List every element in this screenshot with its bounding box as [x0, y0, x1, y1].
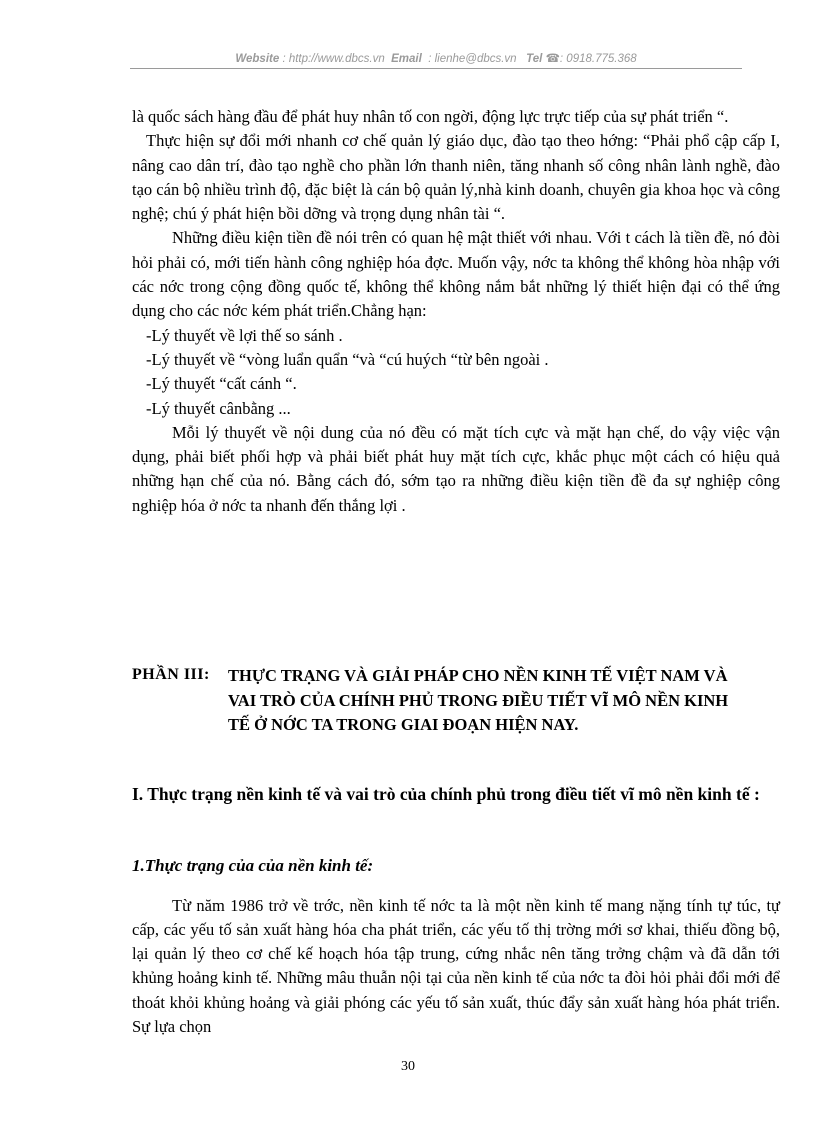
paragraph: Thực hiện sự đổi mới nhanh cơ chế quản lý giáo dục, đào tạo theo hớng: “Phải phổ cập cấp I, nâng cao dân trí, đào tạo nghề cho phần lớn thanh niên, tăng nhanh số công nhân lành nghề, đào tạo cán bộ nhiều trình độ, đặc biệt là cán bộ quản lý,nhà kinh doanh, chuyên gia khoa học và công nghệ; chú ý phát hiện bồi dỡng và trọng dụng nhân tài “.	[132, 131, 780, 224]
website-value: : http://www.dbcs.vn	[282, 53, 385, 65]
body-text-bottom	[132, 877, 780, 1056]
paragraph: là quốc sách hàng đầu để phát huy nhân tố con ngời, động lực trực tiếp của sự phát triển “.	[132, 107, 729, 126]
page-number: 30	[401, 1059, 415, 1074]
page-header	[130, 51, 742, 69]
part-label: PHẦN III:	[132, 666, 210, 683]
subsection-heading: 1.Thực trạng của của nền kinh tế:	[132, 856, 374, 875]
email-value: : lienhe@dbcs.vn	[428, 53, 517, 65]
list-item: -Lý thuyết về lợi thế so sánh .	[146, 325, 343, 345]
list-item: -Lý thuyết “cất cánh “.	[146, 374, 297, 394]
paragraph: Những điều kiện tiền đề nói trên có quan hệ mật thiết với nhau. Với t cách là tiền đề, nó đòi hỏi phải có, mới tiến hành công nghiệp hóa đợc. Muốn vậy, nớc ta không thể không hòa nhập với các nớc trong cộng đồng quốc tế, không thể không nắm bắt những lý thiết hiện đại có thể ứng dụng cho các nớc kém phát triển.Chẳng hạn:	[132, 228, 780, 321]
list-item: -Lý thuyết về “vòng luẩn quẩn “và “cú huých “từ bên ngoài .	[146, 349, 549, 369]
tel-value: ☎: 0918.775.368	[545, 53, 637, 65]
section-heading: I. Thực trạng nền kinh tế và vai trò của chính phủ trong điều tiết vĩ mô nền kinh tế :	[132, 784, 760, 804]
website-label: Website	[235, 53, 280, 65]
part-heading	[132, 664, 772, 738]
tel-label: Tel	[526, 53, 543, 65]
paragraph: Từ năm 1986 trở về trớc, nền kinh tế nớc ta là một nền kinh tế mang nặng tính tự túc, tự cấp, các yếu tố sản xuất hàng hóa cha phát triển, các yếu tố thị trờng mới sơ khai, thiếu đồng bộ, lại quản lý theo cơ chế kế hoạch hóa tập trung, cứng nhắc nên tăng trởng chậm và đã dẫn tới khủng hoảng kinh tế. Những mâu thuẫn nội tại của nền kinh tế của nớc ta đòi hỏi phải đổi mới để thoát khỏi khủng hoảng và giải phóng các yếu tố sản xuất, thúc đẩy sản xuất hàng hóa phát triển. Sự lựa chọn	[132, 895, 780, 1036]
list-item: -Lý thuyết cânbằng ...	[146, 398, 291, 418]
body-text-top	[132, 105, 780, 518]
paragraph: Mỗi lý thuyết về nội dung của nó đều có mặt tích cực và mặt hạn chế, do vậy việc vận dụng, phải biết phối hợp và phải biết phát huy mặt tích cực, khắc phục một cách có hiệu quả những hạn chế của nó. Bằng cách đó, sớm tạo ra những điều kiện tiền đề đa sự nghiệp công nghiệp hóa ở nớc ta nhanh đến thắng lợi .	[132, 422, 780, 515]
email-label: Email	[391, 53, 422, 65]
part-title: THỰC TRẠNG VÀ GIẢI PHÁP CHO NỀN KINH TẾ VIỆT NAM VÀ VAI TRÒ CỦA CHÍNH PHỦ TRONG ĐIỀU TIẾT VĨ MÔ NỀN KINH TẾ Ở NỚC TA TRONG GIAI ĐOẠN HIỆN NAY.	[228, 666, 729, 734]
